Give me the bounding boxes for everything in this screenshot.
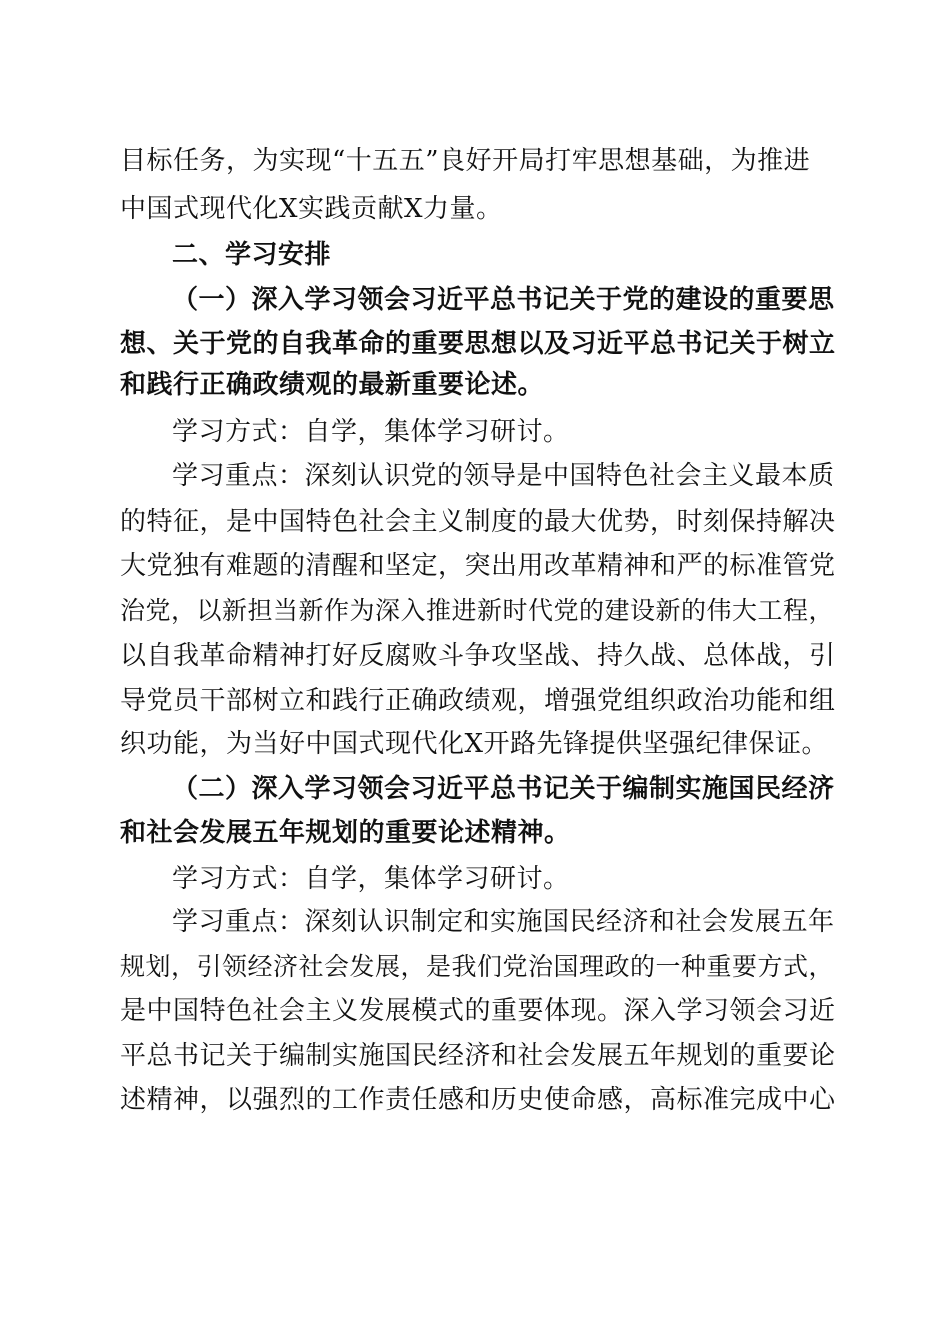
body-text-line: 平总书记关于编制实施国民经济和社会发展五年规划的重要论 xyxy=(120,1041,836,1071)
subsection-heading: 和践行正确政绩观的最新重要论述。 xyxy=(120,370,545,400)
body-text-line: 导党员干部树立和践行正确政绩观，增强党组织政治功能和组 xyxy=(120,686,836,716)
body-text-line: 述精神，以强烈的工作责任感和历史使命感，高标准完成中心 xyxy=(120,1085,836,1115)
body-text-line: 中国式现代化X实践贡献X力量。 xyxy=(120,194,503,224)
subsection-heading: 想、关于党的自我革命的重要思想以及习近平总书记关于树立 xyxy=(120,329,836,359)
body-text-line: 是中国特色社会主义发展模式的重要体现。深入学习领会习近 xyxy=(120,996,836,1026)
subsection-heading: （二）深入学习领会习近平总书记关于编制实施国民经济 xyxy=(172,774,835,804)
section-heading: 二、学习安排 xyxy=(172,240,332,270)
study-focus: 学习重点：深刻认识制定和实施国民经济和社会发展五年 xyxy=(172,907,835,937)
subsection-heading: （一）深入学习领会习近平总书记关于党的建设的重要思 xyxy=(172,285,835,315)
study-method: 学习方式：自学，集体学习研讨。 xyxy=(172,417,570,447)
body-text-line: 的特征，是中国特色社会主义制度的最大优势，时刻保持解决 xyxy=(120,507,836,537)
body-text-line: 规划，引领经济社会发展，是我们党治国理政的一种重要方式， xyxy=(120,952,835,981)
study-focus: 学习重点：深刻认识党的领导是中国特色社会主义最本质 xyxy=(172,461,835,491)
body-text-line: 大党独有难题的清醒和坚定，突出用改革精神和严的标准管党 xyxy=(120,551,836,581)
body-text-line: 以自我革命精神打好反腐败斗争攻坚战、持久战、总体战，引 xyxy=(120,641,836,671)
body-text-line: 织功能，为当好中国式现代化X开路先锋提供坚强纪律保证。 xyxy=(120,729,829,759)
subsection-heading: 和社会发展五年规划的重要论述精神。 xyxy=(120,818,571,848)
body-text-line: 治党，以新担当新作为深入推进新时代党的建设新的伟大工程， xyxy=(120,596,835,625)
body-text-line: 目标任务，为实现“十五五”良好开局打牢思想基础，为推进 xyxy=(120,146,811,176)
study-method: 学习方式：自学，集体学习研讨。 xyxy=(172,864,570,894)
